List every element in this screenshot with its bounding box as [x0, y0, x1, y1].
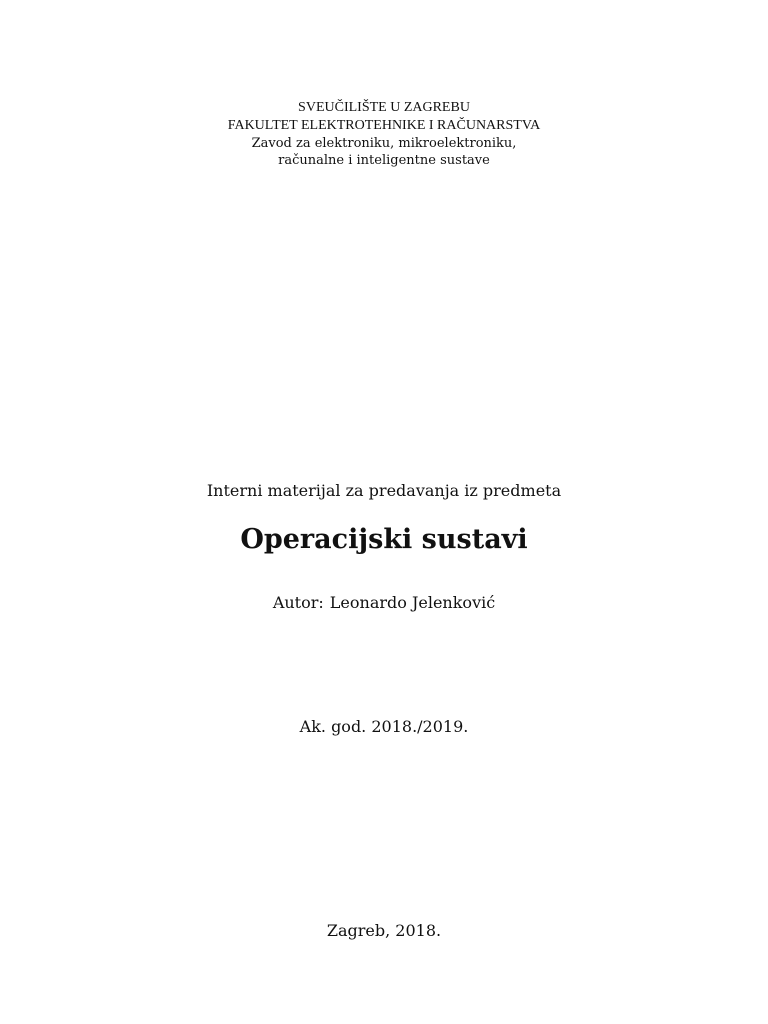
- academic-year: Ak. god. 2018./2019.: [299, 717, 469, 736]
- author-label: Autor:: [272, 593, 324, 612]
- author-name: Leonardo Jelenković: [329, 593, 496, 612]
- author-line: [0, 592, 768, 614]
- university-name: SVEUČILIŠTE U ZAGREBU: [298, 100, 470, 115]
- place-and-date: Zagreb, 2018.: [326, 921, 442, 940]
- document-subtitle: Interni materijal za predavanja iz predmeta: [206, 481, 562, 500]
- document-title: Operacijski sustavi: [240, 524, 528, 555]
- department-line-2: računalne i inteligentne sustave: [278, 153, 490, 168]
- faculty-name: FAKULTET ELEKTROTEHNIKE I RAČUNARSTVA: [227, 118, 541, 133]
- department-line-1: Zavod za elektroniku, mikroelektroniku,: [251, 136, 517, 151]
